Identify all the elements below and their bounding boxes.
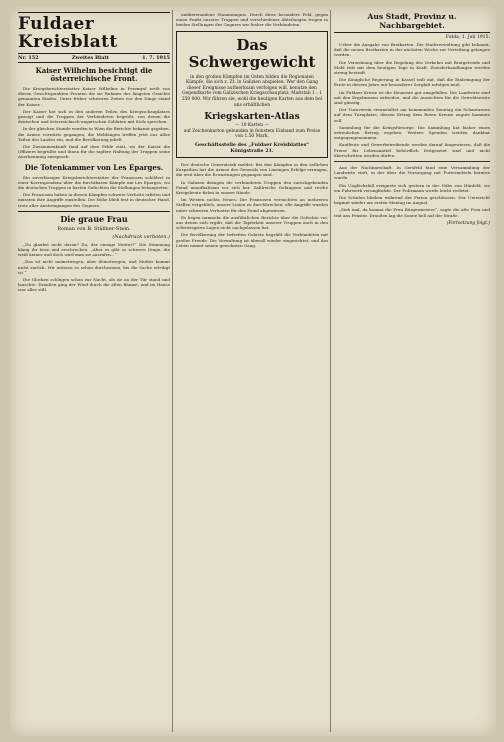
serial-novel (18, 211, 170, 293)
reprint-note: (Nachdruck verboten.) (112, 233, 170, 240)
article-paragraph: Die Bevölkerung der befreiten Gebiete begrüßt die Verbündeten mit großer Freude. Die Verwaltung ist überall wieder eingerichtet, und das Leben nimmt seinen gewohnten Gang. (176, 232, 328, 248)
issue-number: Nr. 152 (18, 55, 39, 61)
issue-date: 1. 7. 1915 (142, 55, 170, 61)
novel-paragraph: „Du glaubst nicht daran? Du, der einzige Mutter?“ Die Stimmung klang ihr leise und erschrocken. „Aber es gibt so schwere Dinge, die weiß keiner und doch wird man sie ausrufen...“ (18, 241, 170, 258)
article-paragraph: Ein zuverlässiger Kriegsberichterstatter der Franzosen schildert in einer Korrespondenz über die furchtbaren Kämpfe um Les Eparges, wo die deutschen Truppen in harten Gefechten die Stellungen behaupteten. (18, 174, 170, 191)
column-rule (330, 10, 331, 732)
edition-label: Zweites Blatt (71, 55, 109, 61)
article-paragraph: unüberwundene Stammungnis. Durch diese besonders Feld, gegen einen Punkt unserer Truppen und verschiedener Abteilungen trugen in beiden Stellungen des Gegners wie bisher die Verbündeten. (176, 12, 328, 28)
masthead (18, 12, 170, 63)
news-paragraph: Die Verordnung über die Regelung des Verkehrs mit Brotgetreide und Mehl tritt mit dem heutigen Tage in Kraft. Zuwiderhandlungen werden streng bestraft. (334, 59, 490, 76)
article-paragraph: Die Kriegsberichterstatter Kaiser Wilhelms in Przemysl weilt von diesen Gesichtspunkten Fronten die sie Ruhmes des längsten Gesichts genannten Eindes. Unter früher schweren Zeiten vor den Dinge stand der Kaiser... (18, 86, 170, 107)
novel-byline: Roman von B. Ställner-Stein. (57, 225, 131, 232)
continued-note: (Fortsetzung folgt.) (446, 220, 490, 226)
news-paragraph: Sammlung für die Kriegsfürsorge. Die Sammlung hat bisher einen erfreulichen Betrag ergeben. Weitere Spenden werden dankbar entgegengenommen. (334, 124, 490, 141)
ad-intro: in den großen Kämpfen im Osten bilden die Regionalen Kämpfe, die sich z. Zt. in Galizien abspielen. Wer den Gang dieser Ereignisse aufmerksam verfolgen will, benutze den Gegendkarte vom Galizischen Kriegsschauplatz, Maßstab 1 : 1 250 000. Wir führen sie, wohl die heutigen Karten aus dem bei uns erhältlichen (181, 74, 323, 108)
article-paragraph: Im Westen nichts Neues. Die Franzosen versuchten an mehreren Stellen vergeblich, unsere Linien zu durchbrechen; alle Angriffe wurden unter schweren Verlusten für den Feind abgewiesen. (176, 197, 328, 213)
news-paragraph: Ueber die Ausgabe von Brotkarten. Die Stadtverwaltung gibt bekannt, daß die neuen Brotkarten in der nächsten Woche zur Verteilung gelangen werden. (334, 42, 490, 58)
article-paragraph: Die Franzosen haben in diesen Kämpfen schwere Verluste erlitten und mussten ihre Angriffe einstellen. Die Höhe blieb fest in deutscher Hand, trotz aller Anstrengungen des Gegners. (18, 192, 170, 208)
masthead-title: Fuldaer Kreisblatt (18, 14, 118, 52)
article-paragraph: Der Kaiser hat sich in den anderen Teilen des Kriegsschauplatzes gezeigt und die Truppen der Verbündeten begrüßt, von denen die deutschen und österreichisch-ungarischen Soldaten mit Stolz sprechen. (18, 108, 170, 125)
local-news-heading: Aus Stadt, Provinz u. Nachbargebiet. (334, 12, 490, 33)
novel-title: Die graue Frau (60, 213, 128, 224)
dateline: Fulda, 1. Juli 1915. (445, 35, 490, 40)
article-paragraph: Der deutsche Generalstab meldet: Bei den Kämpfen in den östlichen Karpathen hat die Armee des Generals von Linsingen Erfolge errungen, die weit über die Erwartungen gegangen sind. (176, 161, 328, 178)
news-paragraph: „Sieh mal, da kommt die Frau Bürgermeister“, sagte die alte Frau und trat ans Fenster. Draußen lag die Sonne hell auf der Straße. (334, 207, 490, 218)
article-headline: Die Totenkammer von Les Eparges. (24, 162, 164, 172)
section-divider (334, 161, 490, 162)
article-paragraph: Es liegen nunmehr die ausführlichen Berichte über die Gefechte vor, aus denen sich ergibt, daß die Tapferkeit unserer Truppen auch in den schwierigsten Lagen nicht nachgelassen hat. (176, 214, 328, 231)
news-paragraph: Die Königliche Regierung in Kassel teilt mit, daß die Einbringung der Ernte in diesem Jahre mit besonderer Sorgfalt erfolgen muß. (334, 77, 490, 88)
article-headline: Kaiser Wilhelm besichtigt die österreichische Front. (35, 66, 153, 83)
article-paragraph: In Galizien drängen die verbündeten Truppen den zurückgehenden Feind unaufhaltsam vor sich her. Zahlreiche Gefangene und reiche Kriegsbeute fielen in unsere Hände. (176, 179, 328, 195)
middle-column (176, 12, 328, 250)
novel-paragraph: „Das ist nicht meinetwegen, aber deinetwegen, und Mutter kommt nicht zurück. Wir müssen es schon durchsetzen, bis die Sache erledigt ist.“ (18, 259, 170, 275)
novel-paragraph: Die Glocken schlugen schon zur Nacht, als sie an der Tür stand und lauschte. Draußen ging der Wind durch die alten Bäume, und im Hause war alles still. (18, 277, 170, 293)
news-paragraph: Kaufleute und Gewerbetreibende werden darauf hingewiesen, daß die Preise für Lebensmittel behördlich festgesetzt sind und nicht überschritten werden dürfen. (334, 142, 490, 158)
news-paragraph: Aus der Nachbarschaft. In Gersfeld fand eine Versammlung der Landwirte statt, in der über die Versorgung mit Futtermitteln beraten wurde. (334, 165, 490, 181)
newspaper-page (10, 6, 496, 736)
article-paragraph: In der gleichen Stunde wurden in Wien die Berichte bekannt gegeben, die Armee vorwärts gegangen; die Meldungen treffen jetzt aus allen Teilen des Landes ein, und die Bevölkerung jubelt. (18, 126, 170, 142)
ad-address: Geschäftsstelle des „Fuldaer Kreisblattes“ Königstraße 21. (194, 141, 310, 154)
news-paragraph: Ein Unglücksfall ereignete sich gestern in der Nähe von Hünfeld, wo ein Fuhrwerk verunglückte. Der Fuhrmann wurde leicht verletzt. (334, 182, 490, 193)
masthead-info-bar (18, 53, 170, 61)
article-paragraph: Die Zusammenkunft fand auf dem Felde statt, wo der Kaiser die Offiziere begrüßte und ihnen für die tapfere Haltung der Truppen seine Anerkennung aussprach. (18, 144, 170, 160)
map-advertisement (176, 31, 328, 158)
news-paragraph: Im Fuldaer Kreise ist die Heuernte gut ausgefallen. Die Landwirte sind mit den Ergebnissen zufrieden, und die Aussichten für die Getreideernte sind günstig. (334, 89, 490, 106)
column-rule (172, 10, 173, 732)
ad-details: — 10 Karten — auf Zeichenkarton gebunden in feinstem Einband zum Preise von 1.50 Mark. (183, 123, 321, 140)
news-paragraph: Der Turnverein veranstaltet am kommenden Sonntag ein Schauturnen auf dem Turnplatze, dessen Ertrag dem Roten Kreuze zugute kommen soll. (334, 107, 490, 123)
left-column (18, 12, 170, 295)
right-column (334, 12, 490, 226)
ad-headline: Das Schwergewicht (188, 35, 316, 71)
news-paragraph: Die Schulen bleiben während der Ferien geschlossen. Der Unterricht beginnt wieder am ersten Montag im August. (334, 195, 490, 206)
ad-product-name: Kriegskarten-Atlas (204, 112, 300, 123)
